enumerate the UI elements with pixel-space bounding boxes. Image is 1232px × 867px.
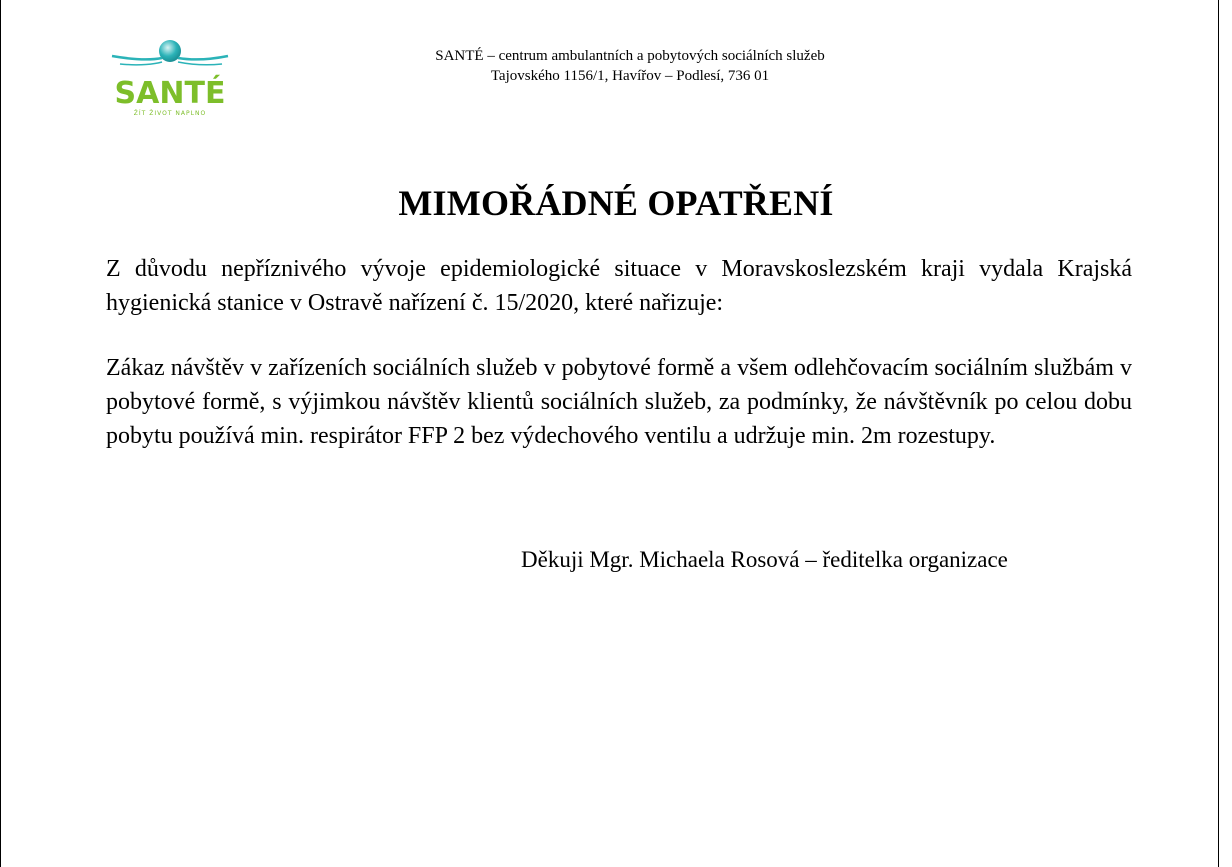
organization-name: SANTÉ – centrum ambulantních a pobytových sociálních služeb [435,48,825,64]
paragraph-intro: Z důvodu nepříznivého vývoje epidemiologické situace v Moravskoslezském kraji vydala Krajská hygienická stanice v Ostravě nařízení č. 15/2020, které nařizuje: [106,256,1132,316]
paragraph-visit-ban: Zákaz návštěv v zařízeních sociálních služeb v pobytové formě a všem odlehčovacím sociálním službám v pobytové formě, s výjimkou návštěv klientů sociálních služeb, za podmínky, že návštěvník po celou dobu pobytu používá min. respirátor FFP 2 bez výdechového ventilu a udržuje min. 2m rozestupy. [106,355,1132,449]
logo-tagline: ŽÍT ŽIVOT NAPLNO [133,110,207,117]
wave-left-icon [112,56,162,59]
sante-logo-graphic [110,38,230,118]
page-border-right [1218,0,1219,867]
organization-address: Tajovského 1156/1, Havířov – Podlesí, 736 01 [490,68,770,84]
page-title: MIMOŘÁDNÉ OPATŘENÍ [398,183,834,223]
wave-right-small-icon [178,62,222,65]
wave-left-small-icon [120,62,162,65]
signature-line: Děkuji Mgr. Michaela Rosová – ředitelka organizace [521,547,1008,572]
drop-icon [159,40,181,62]
page-border-left [0,0,1,867]
sante-logo [110,38,230,118]
wave-right-icon [178,56,228,59]
logo-wordmark: SANTÉ [114,76,226,111]
organization-header [330,46,930,86]
